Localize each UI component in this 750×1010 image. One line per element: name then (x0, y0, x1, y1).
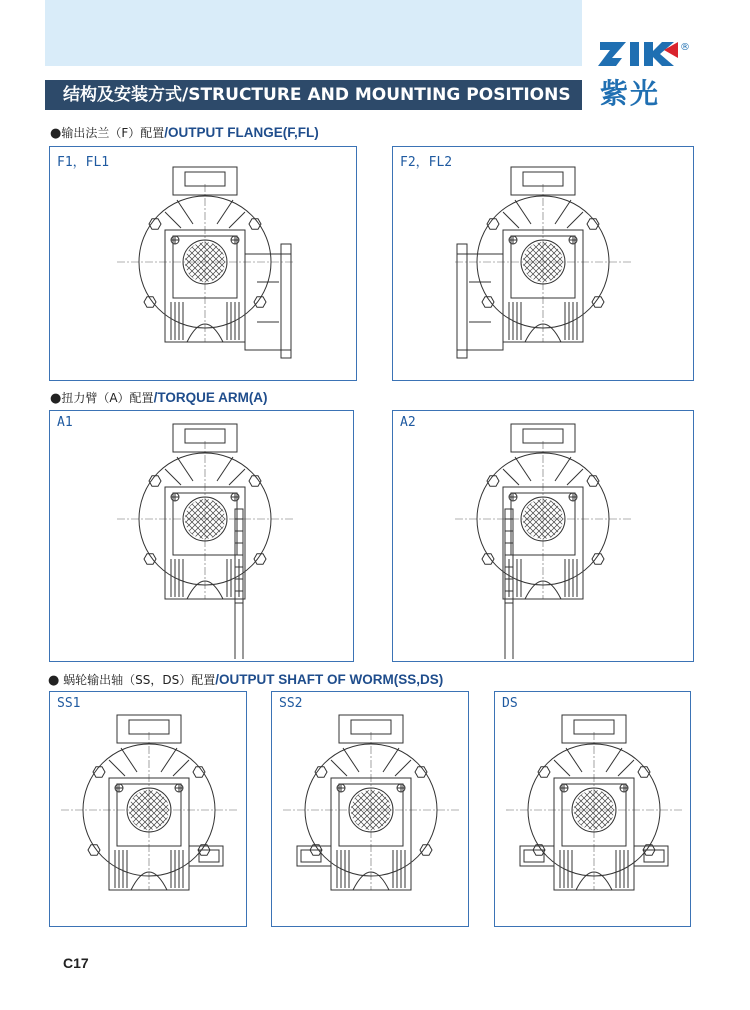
panel-f2 (392, 146, 694, 381)
panel-ss2 (271, 691, 469, 927)
brand-name: 紫光 (600, 77, 661, 110)
gearbox-drawing (110, 419, 300, 659)
panel-a1 (49, 410, 354, 662)
section-heading-en: /OUTPUT FLANGE(F,FL) (164, 125, 319, 140)
section-heading-en: /OUTPUT SHAFT OF WORM(SS,DS) (215, 672, 444, 687)
panel-label: A1 (57, 415, 73, 430)
section-heading-cn: 蜗轮输出轴（SS，DS）配置 (59, 673, 216, 687)
bullet-icon: ● (48, 673, 60, 688)
panel-label: F1，FL1 (57, 155, 110, 170)
gearbox-drawing (448, 162, 638, 377)
panel-f1 (49, 146, 357, 381)
gearbox-drawing (503, 710, 685, 925)
gearbox-drawing (58, 710, 240, 925)
page-title-en: /STRUCTURE AND MOUNTING POSITIONS (182, 85, 571, 105)
bullet-icon: ● (50, 126, 62, 141)
page-number: C17 (63, 955, 89, 971)
page-title (45, 80, 582, 110)
section-heading-en: /TORQUE ARM(A) (153, 390, 268, 405)
panel-label: A2 (400, 415, 416, 430)
panel-label: F2，FL2 (400, 155, 453, 170)
bullet-icon: ● (50, 391, 62, 406)
svg-text:®: ® (680, 42, 690, 53)
panel-a2 (392, 410, 694, 662)
panel-label: SS2 (279, 696, 303, 711)
page-title-cn: 结构及安装方式 (63, 85, 182, 105)
panel-ss1 (49, 691, 247, 927)
gearbox-drawing (110, 162, 300, 377)
header-band (45, 0, 582, 66)
gearbox-drawing (448, 419, 638, 659)
gearbox-drawing (280, 710, 462, 925)
section-heading-flange (50, 124, 319, 141)
section-heading-cn: 扭力臂（A）配置 (61, 391, 154, 405)
panel-label: DS (502, 696, 518, 711)
section-heading-shaft (48, 671, 443, 688)
panel-label: SS1 (57, 696, 81, 711)
panel-ds (494, 691, 691, 927)
section-heading-torque (50, 389, 268, 406)
section-heading-cn: 输出法兰（F）配置 (61, 126, 165, 140)
